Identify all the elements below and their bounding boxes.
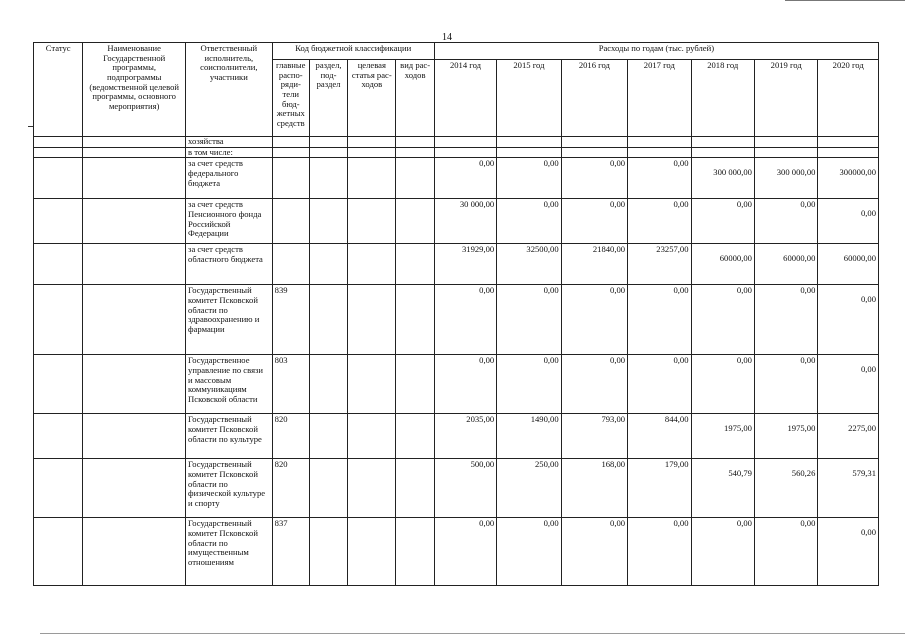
cell-status	[34, 518, 83, 586]
cell-code-type	[396, 518, 434, 586]
cell-value-2015: 0,00	[497, 199, 561, 244]
cell-code-section	[309, 459, 347, 518]
cell-value	[628, 147, 691, 158]
page-number: 14	[442, 32, 452, 43]
cell-code-gr: 820	[272, 459, 309, 518]
header-year-2014: 2014 год	[434, 60, 496, 137]
header-budget-code-group: Код бюджетной классификации	[272, 43, 434, 60]
scan-edge-top	[785, 0, 905, 3]
cell-code-gr	[272, 137, 309, 148]
cell-status	[34, 147, 83, 158]
cell-value-2014: 0,00	[434, 518, 496, 586]
cell-value	[628, 137, 691, 148]
cell-value-2014: 0,00	[434, 285, 496, 355]
header-year-2018: 2018 год	[691, 60, 754, 137]
table-row	[34, 285, 879, 355]
cell-name	[83, 518, 186, 586]
cell-value-2019: 60000,00	[754, 244, 817, 285]
cell-value-2015: 0,00	[497, 285, 561, 355]
cell-value-2016: 0,00	[561, 199, 627, 244]
cell-executor: Государственный комитет Псковской области по имущественным отношениям	[186, 518, 273, 586]
cell-status	[34, 285, 83, 355]
cell-executor: Государственный комитет Псковской области по здравоохранению и фармации	[186, 285, 273, 355]
cell-value-2019: 300 000,00	[754, 158, 817, 199]
cell-value-2020: 60000,00	[818, 244, 879, 285]
cell-value-2017: 0,00	[628, 285, 691, 355]
cell-value-2018: 300 000,00	[691, 158, 754, 199]
cell-code-target	[348, 137, 396, 148]
table-row	[34, 199, 879, 244]
cell-value	[818, 147, 879, 158]
cell-code-target	[348, 199, 396, 244]
cell-value-2017: 844,00	[628, 414, 691, 459]
cell-executor: Государственное управление по связи и массовым коммуникациям Псковской области	[186, 355, 273, 414]
cell-code-section	[309, 518, 347, 586]
cell-value	[754, 147, 817, 158]
cell-status	[34, 414, 83, 459]
table-row	[34, 459, 879, 518]
table-row	[34, 355, 879, 414]
table-row	[34, 147, 879, 158]
cell-code-section	[309, 199, 347, 244]
cell-value-2020: 0,00	[818, 355, 879, 414]
table-row	[34, 244, 879, 285]
cell-name	[83, 158, 186, 199]
cell-value-2014: 0,00	[434, 355, 496, 414]
cell-status	[34, 137, 83, 148]
cell-value-2015: 1490,00	[497, 414, 561, 459]
cell-value-2014: 30 000,00	[434, 199, 496, 244]
cell-value-2019: 1975,00	[754, 414, 817, 459]
cell-value-2016: 0,00	[561, 285, 627, 355]
cell-value-2018: 1975,00	[691, 414, 754, 459]
cell-executor: за счет средств федерального бюджета	[186, 158, 273, 199]
cell-code-target	[348, 285, 396, 355]
cell-code-section	[309, 147, 347, 158]
cell-value	[497, 147, 561, 158]
cell-code-target	[348, 147, 396, 158]
cell-value-2020: 0,00	[818, 199, 879, 244]
cell-value-2018: 0,00	[691, 518, 754, 586]
cell-code-gr: 820	[272, 414, 309, 459]
cell-name	[83, 285, 186, 355]
cell-value-2017: 0,00	[628, 518, 691, 586]
table-row	[34, 137, 879, 148]
header-row-1	[34, 43, 879, 60]
cell-value-2016: 0,00	[561, 158, 627, 199]
cell-value-2014: 0,00	[434, 158, 496, 199]
header-year-2015: 2015 год	[497, 60, 561, 137]
cell-status	[34, 158, 83, 199]
cell-name	[83, 459, 186, 518]
cell-value	[497, 137, 561, 148]
cell-value-2017: 0,00	[628, 355, 691, 414]
header-code-gr: главные распо-ряди-тели бюд-жетных средств	[272, 60, 309, 137]
cell-value	[561, 147, 627, 158]
header-code-section: раздел, под-раздел	[309, 60, 347, 137]
cell-value-2016: 0,00	[561, 355, 627, 414]
cell-code-section	[309, 244, 347, 285]
header-expenses-group: Расходы по годам (тыс. рублей)	[434, 43, 878, 60]
cell-status	[34, 244, 83, 285]
cell-value-2019: 0,00	[754, 355, 817, 414]
cell-value	[434, 147, 496, 158]
cell-code-target	[348, 244, 396, 285]
cell-name	[83, 355, 186, 414]
cell-value-2016: 21840,00	[561, 244, 627, 285]
cell-value-2020: 0,00	[818, 285, 879, 355]
cell-value	[561, 137, 627, 148]
cell-value-2016: 168,00	[561, 459, 627, 518]
cell-executor: за счет средств Пенсионного фонда Российской Федерации	[186, 199, 273, 244]
cell-value-2018: 0,00	[691, 285, 754, 355]
cell-value	[434, 137, 496, 148]
cell-code-type	[396, 199, 434, 244]
cell-value-2014: 2035,00	[434, 414, 496, 459]
cell-value-2019: 0,00	[754, 285, 817, 355]
cell-value-2019: 0,00	[754, 199, 817, 244]
cell-value-2017: 23257,00	[628, 244, 691, 285]
cell-value-2015: 0,00	[497, 158, 561, 199]
cell-code-type	[396, 414, 434, 459]
cell-value-2015: 0,00	[497, 355, 561, 414]
header-code-type: вид рас-ходов	[396, 60, 434, 137]
cell-value-2019: 560,26	[754, 459, 817, 518]
cell-executor: за счет средств областного бюджета	[186, 244, 273, 285]
cell-name	[83, 199, 186, 244]
cell-value	[691, 137, 754, 148]
table-row	[34, 158, 879, 199]
header-name: Наименование Государственной программы, подпрограммы (ведомственной целевой программы, основного мероприятия)	[83, 43, 186, 137]
cell-code-target	[348, 414, 396, 459]
cell-status	[34, 355, 83, 414]
cell-code-type	[396, 244, 434, 285]
cell-value-2018: 0,00	[691, 355, 754, 414]
cell-value-2017: 0,00	[628, 158, 691, 199]
cell-code-gr	[272, 147, 309, 158]
cell-status	[34, 459, 83, 518]
cell-name	[83, 147, 186, 158]
header-year-2019: 2019 год	[754, 60, 817, 137]
table-row	[34, 414, 879, 459]
header-year-2016: 2016 год	[561, 60, 627, 137]
cell-value-2019: 0,00	[754, 518, 817, 586]
cell-value-2020: 2275,00	[818, 414, 879, 459]
cell-executor: Государственный комитет Псковской области по физической культуре и спорту	[186, 459, 273, 518]
cell-code-gr: 839	[272, 285, 309, 355]
cell-code-target	[348, 158, 396, 199]
cell-code-section	[309, 355, 347, 414]
cell-code-gr: 837	[272, 518, 309, 586]
scan-edge-bottom	[40, 633, 905, 634]
budget-expenses-table	[33, 42, 879, 586]
cell-value-2018: 0,00	[691, 199, 754, 244]
cell-code-target	[348, 355, 396, 414]
cell-code-section	[309, 158, 347, 199]
cell-value-2020: 579,31	[818, 459, 879, 518]
cell-code-section	[309, 285, 347, 355]
cell-value	[754, 137, 817, 148]
cell-name	[83, 414, 186, 459]
cell-value-2018: 540,79	[691, 459, 754, 518]
cell-value-2020: 300000,00	[818, 158, 879, 199]
header-executor: Ответственный исполнитель, соисполнители, участники	[186, 43, 273, 137]
cell-executor: хозяйства	[186, 137, 273, 148]
cell-value-2015: 32500,00	[497, 244, 561, 285]
cell-name	[83, 137, 186, 148]
cell-code-gr: 803	[272, 355, 309, 414]
header-code-target: целевая статья рас-ходов	[348, 60, 396, 137]
cell-code-type	[396, 285, 434, 355]
cell-code-target	[348, 518, 396, 586]
cell-value	[818, 137, 879, 148]
cell-value-2015: 250,00	[497, 459, 561, 518]
cell-executor: в том числе:	[186, 147, 273, 158]
cell-code-target	[348, 459, 396, 518]
cell-code-gr	[272, 199, 309, 244]
header-status: Статус	[34, 43, 83, 137]
cell-value	[691, 147, 754, 158]
cell-executor: Государственный комитет Псковской области по культуре	[186, 414, 273, 459]
cell-code-type	[396, 459, 434, 518]
cell-value-2014: 31929,00	[434, 244, 496, 285]
cell-code-gr	[272, 158, 309, 199]
header-year-2017: 2017 год	[628, 60, 691, 137]
cell-value-2017: 0,00	[628, 199, 691, 244]
cell-code-section	[309, 414, 347, 459]
table-row	[34, 518, 879, 586]
cell-value-2015: 0,00	[497, 518, 561, 586]
cell-code-type	[396, 355, 434, 414]
cell-value-2016: 793,00	[561, 414, 627, 459]
cell-code-gr	[272, 244, 309, 285]
cell-value-2018: 60000,00	[691, 244, 754, 285]
cell-code-type	[396, 137, 434, 148]
cell-value-2017: 179,00	[628, 459, 691, 518]
cell-name	[83, 244, 186, 285]
cell-value-2020: 0,00	[818, 518, 879, 586]
cell-value-2016: 0,00	[561, 518, 627, 586]
cell-code-type	[396, 158, 434, 199]
cell-code-type	[396, 147, 434, 158]
cell-status	[34, 199, 83, 244]
header-year-2020: 2020 год	[818, 60, 879, 137]
cell-code-section	[309, 137, 347, 148]
cell-value-2014: 500,00	[434, 459, 496, 518]
